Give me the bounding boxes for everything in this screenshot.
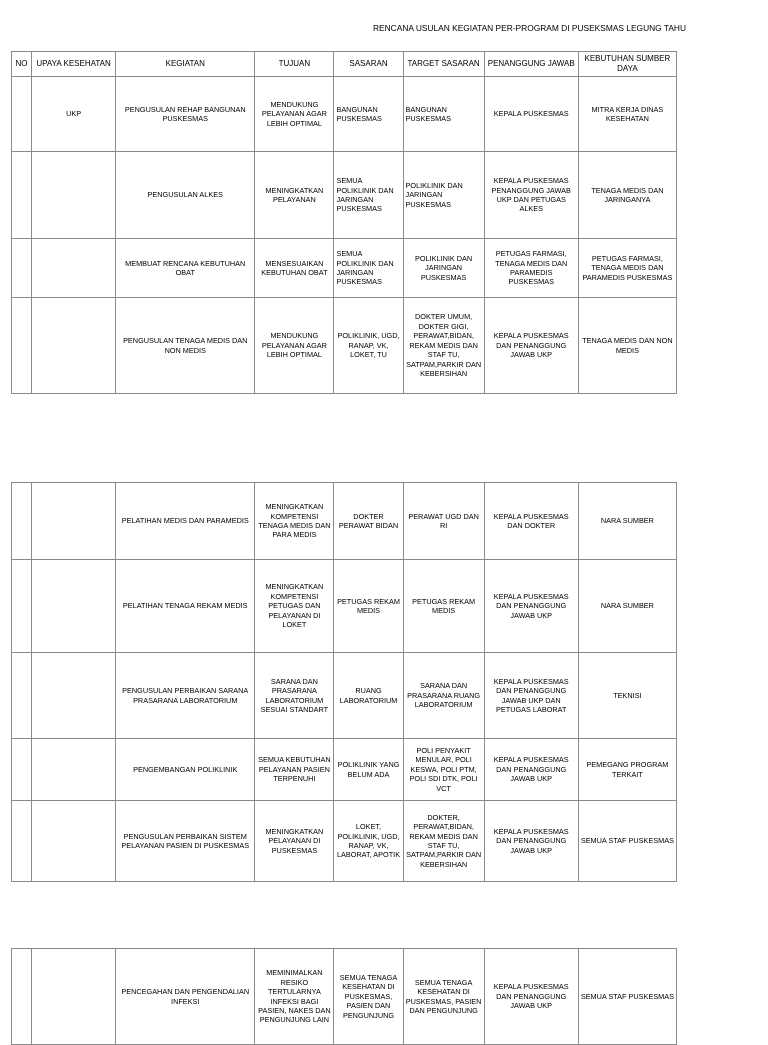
cell-target: DOKTER UMUM, DOKTER GIGI, PERAWAT,BIDAN, REKAM MEDIS DAN STAF TU, SATPAM,PARKIR DAN KEBERSIHAN [403, 298, 484, 394]
cell-tujuan: MENINGKATKAN KOMPETENSI PETUGAS DAN PELAYANAN DI LOKET [255, 560, 334, 653]
table-row [12, 483, 677, 560]
cell-target: DOKTER, PERAWAT,BIDAN, REKAM MEDIS DAN STAF TU, SATPAM,PARKIR DAN KEBERSIHAN [403, 801, 484, 882]
cell-target: BANGUNAN PUSKESMAS [403, 77, 484, 152]
cell-sasaran: BANGUNAN PUSKESMAS [334, 77, 403, 152]
cell-no [12, 653, 32, 739]
cell-upaya [32, 483, 116, 560]
cell-tujuan: MENDUKUNG PELAYANAN AGAR LEBIH OPTIMAL [255, 77, 334, 152]
cell-kegiatan: PELATIHAN TENAGA REKAM MEDIS [116, 560, 255, 653]
cell-upaya [32, 152, 116, 239]
cell-penanggung: KEPALA PUSKESMAS DAN PENANGGUNG JAWAB UKP DAN PETUGAS LABORAT [484, 653, 578, 739]
cell-tujuan: SARANA DAN PRASARANA LABORATORIUM SESUAI STANDART [255, 653, 334, 739]
cell-no [12, 152, 32, 239]
cell-upaya [32, 801, 116, 882]
cell-tujuan: MENINGKATKAN PELAYANAN [255, 152, 334, 239]
cell-sasaran: RUANG LABORATORIUM [334, 653, 403, 739]
table-row [12, 801, 677, 882]
cell-no [12, 239, 32, 298]
cell-target: PERAWAT UGD DAN RI [403, 483, 484, 560]
cell-kegiatan: PELATIHAN MEDIS DAN PARAMEDIS [116, 483, 255, 560]
cell-target: PETUGAS REKAM MEDIS [403, 560, 484, 653]
cell-upaya [32, 949, 116, 1045]
cell-sasaran: SEMUA TENAGA KESEHATAN DI PUSKESMAS, PASIEN DAN PENGUNJUNG [334, 949, 403, 1045]
cell-penanggung: KEPALA PUSKESMAS PENANGGUNG JAWAB UKP DAN PETUGAS ALKES [484, 152, 578, 239]
cell-kebutuhan: NARA SUMBER [578, 560, 676, 653]
cell-kebutuhan: TENAGA MEDIS DAN JARINGANYA [578, 152, 676, 239]
cell-tujuan: MEMINIMALKAN RESIKO TERTULARNYA INFEKSI BAGI PASIEN, NAKES DAN PENGUNJUNG LAIN [255, 949, 334, 1045]
header-penanggung: PENANGGUNG JAWAB [484, 52, 578, 77]
table-row [12, 298, 677, 394]
cell-upaya [32, 653, 116, 739]
cell-penanggung: KEPALA PUSKESMAS [484, 77, 578, 152]
cell-penanggung: KEPALA PUSKESMAS DAN PENANGGUNG JAWAB UKP [484, 739, 578, 801]
cell-kebutuhan: PEMEGANG PROGRAM TERKAIT [578, 739, 676, 801]
cell-sasaran: SEMUA POLIKLINIK DAN JARINGAN PUSKESMAS [334, 239, 403, 298]
plan-table-page-3 [11, 948, 677, 1045]
header-no: NO [12, 52, 32, 77]
cell-upaya: UKP [32, 77, 116, 152]
table-row [12, 152, 677, 239]
document-title: RENCANA USULAN KEGIATAN PER-PROGRAM DI PUSEKSMAS LEGUNG TAHU [373, 23, 687, 33]
cell-target: SARANA DAN PRASARANA RUANG LABORATORIUM [403, 653, 484, 739]
cell-kegiatan: PENCEGAHAN DAN PENGENDALIAN INFEKSI [116, 949, 255, 1045]
table-row [12, 653, 677, 739]
cell-kegiatan: PENGEMBANGAN POLIKLINIK [116, 739, 255, 801]
table-row [12, 949, 677, 1045]
cell-sasaran: PETUGAS REKAM MEDIS [334, 560, 403, 653]
cell-no [12, 77, 32, 152]
cell-kebutuhan: PETUGAS FARMASI, TENAGA MEDIS DAN PARAMEDIS PUSKESMAS [578, 239, 676, 298]
table-header-row [12, 52, 677, 77]
cell-kebutuhan: SEMUA STAF PUSKESMAS [578, 801, 676, 882]
cell-kegiatan: PENGUSULAN ALKES [116, 152, 255, 239]
cell-target: POLIKLINIK DAN JARINGAN PUSKESMAS [403, 152, 484, 239]
plan-table-page-1 [11, 51, 677, 394]
cell-sasaran: LOKET, POLIKLINIK, UGD, RANAP, VK, LABORAT, APOTIK [334, 801, 403, 882]
header-target: TARGET SASARAN [403, 52, 484, 77]
cell-no [12, 739, 32, 801]
cell-tujuan: MENINGKATKAN PELAYANAN DI PUSKESMAS [255, 801, 334, 882]
cell-kegiatan: MEMBUAT RENCANA KEBUTUHAN OBAT [116, 239, 255, 298]
table-row [12, 560, 677, 653]
table-row [12, 77, 677, 152]
cell-no [12, 298, 32, 394]
plan-table-page-2 [11, 482, 677, 882]
cell-penanggung: KEPALA PUSKESMAS DAN PENANGGUNG JAWAB UKP [484, 298, 578, 394]
cell-sasaran: DOKTER PERAWAT BIDAN [334, 483, 403, 560]
cell-target: POLIKLINIK DAN JARINGAN PUSKESMAS [403, 239, 484, 298]
header-tujuan: TUJUAN [255, 52, 334, 77]
cell-kegiatan: PENGUSULAN REHAP BANGUNAN PUSKESMAS [116, 77, 255, 152]
cell-kebutuhan: TENAGA MEDIS DAN NON MEDIS [578, 298, 676, 394]
cell-penanggung: KEPALA PUSKESMAS DAN PENANGGUNG JAWAB UKP [484, 949, 578, 1045]
cell-kegiatan: PENGUSULAN TENAGA MEDIS DAN NON MEDIS [116, 298, 255, 394]
cell-upaya [32, 239, 116, 298]
cell-kebutuhan: NARA SUMBER [578, 483, 676, 560]
cell-no [12, 483, 32, 560]
cell-no [12, 801, 32, 882]
cell-tujuan: MENDUKUNG PELAYANAN AGAR LEBIH OPTIMAL [255, 298, 334, 394]
cell-penanggung: PETUGAS FARMASI, TENAGA MEDIS DAN PARAMEDIS PUSKESMAS [484, 239, 578, 298]
cell-kebutuhan: SEMUA STAF PUSKESMAS [578, 949, 676, 1045]
cell-kegiatan: PENGUSULAN PERBAIKAN SARANA PRASARANA LABORATORIUM [116, 653, 255, 739]
table-row [12, 739, 677, 801]
cell-kebutuhan: TEKNISI [578, 653, 676, 739]
cell-upaya [32, 298, 116, 394]
table-row [12, 239, 677, 298]
cell-tujuan: SEMUA KEBUTUHAN PELAYANAN PASIEN TERPENUHI [255, 739, 334, 801]
cell-sasaran: POLIKLINIK YANG BELUM ADA [334, 739, 403, 801]
cell-kebutuhan: MITRA KERJA DINAS KESEHATAN [578, 77, 676, 152]
cell-upaya [32, 560, 116, 653]
cell-tujuan: MENINGKATKAN KOMPETENSI TENAGA MEDIS DAN PARA MEDIS [255, 483, 334, 560]
cell-sasaran: POLIKLINIK, UGD, RANAP, VK, LOKET, TU [334, 298, 403, 394]
cell-upaya [32, 739, 116, 801]
cell-target: SEMUA TENAGA KESEHATAN DI PUSKESMAS, PASIEN DAN PENGUNJUNG [403, 949, 484, 1045]
cell-no [12, 949, 32, 1045]
cell-sasaran: SEMUA POLIKLINIK DAN JARINGAN PUSKESMAS [334, 152, 403, 239]
cell-tujuan: MENSESUAIKAN KEBUTUHAN OBAT [255, 239, 334, 298]
header-kegiatan: KEGIATAN [116, 52, 255, 77]
cell-penanggung: KEPALA PUSKESMAS DAN DOKTER [484, 483, 578, 560]
cell-kegiatan: PENGUSULAN PERBAIKAN SISTEM PELAYANAN PASIEN DI PUSKESMAS [116, 801, 255, 882]
cell-no [12, 560, 32, 653]
header-sasaran: SASARAN [334, 52, 403, 77]
cell-target: POLI PENYAKIT MENULAR, POLI KESWA, POLI PTM, POLI SDI DTK, POLI VCT [403, 739, 484, 801]
cell-penanggung: KEPALA PUSKESMAS DAN PENANGGUNG JAWAB UKP [484, 560, 578, 653]
cell-penanggung: KEPALA PUSKESMAS DAN PENANGGUNG JAWAB UKP [484, 801, 578, 882]
header-kebutuhan: KEBUTUHAN SUMBER DAYA [578, 52, 676, 77]
header-upaya: UPAYA KESEHATAN [32, 52, 116, 77]
